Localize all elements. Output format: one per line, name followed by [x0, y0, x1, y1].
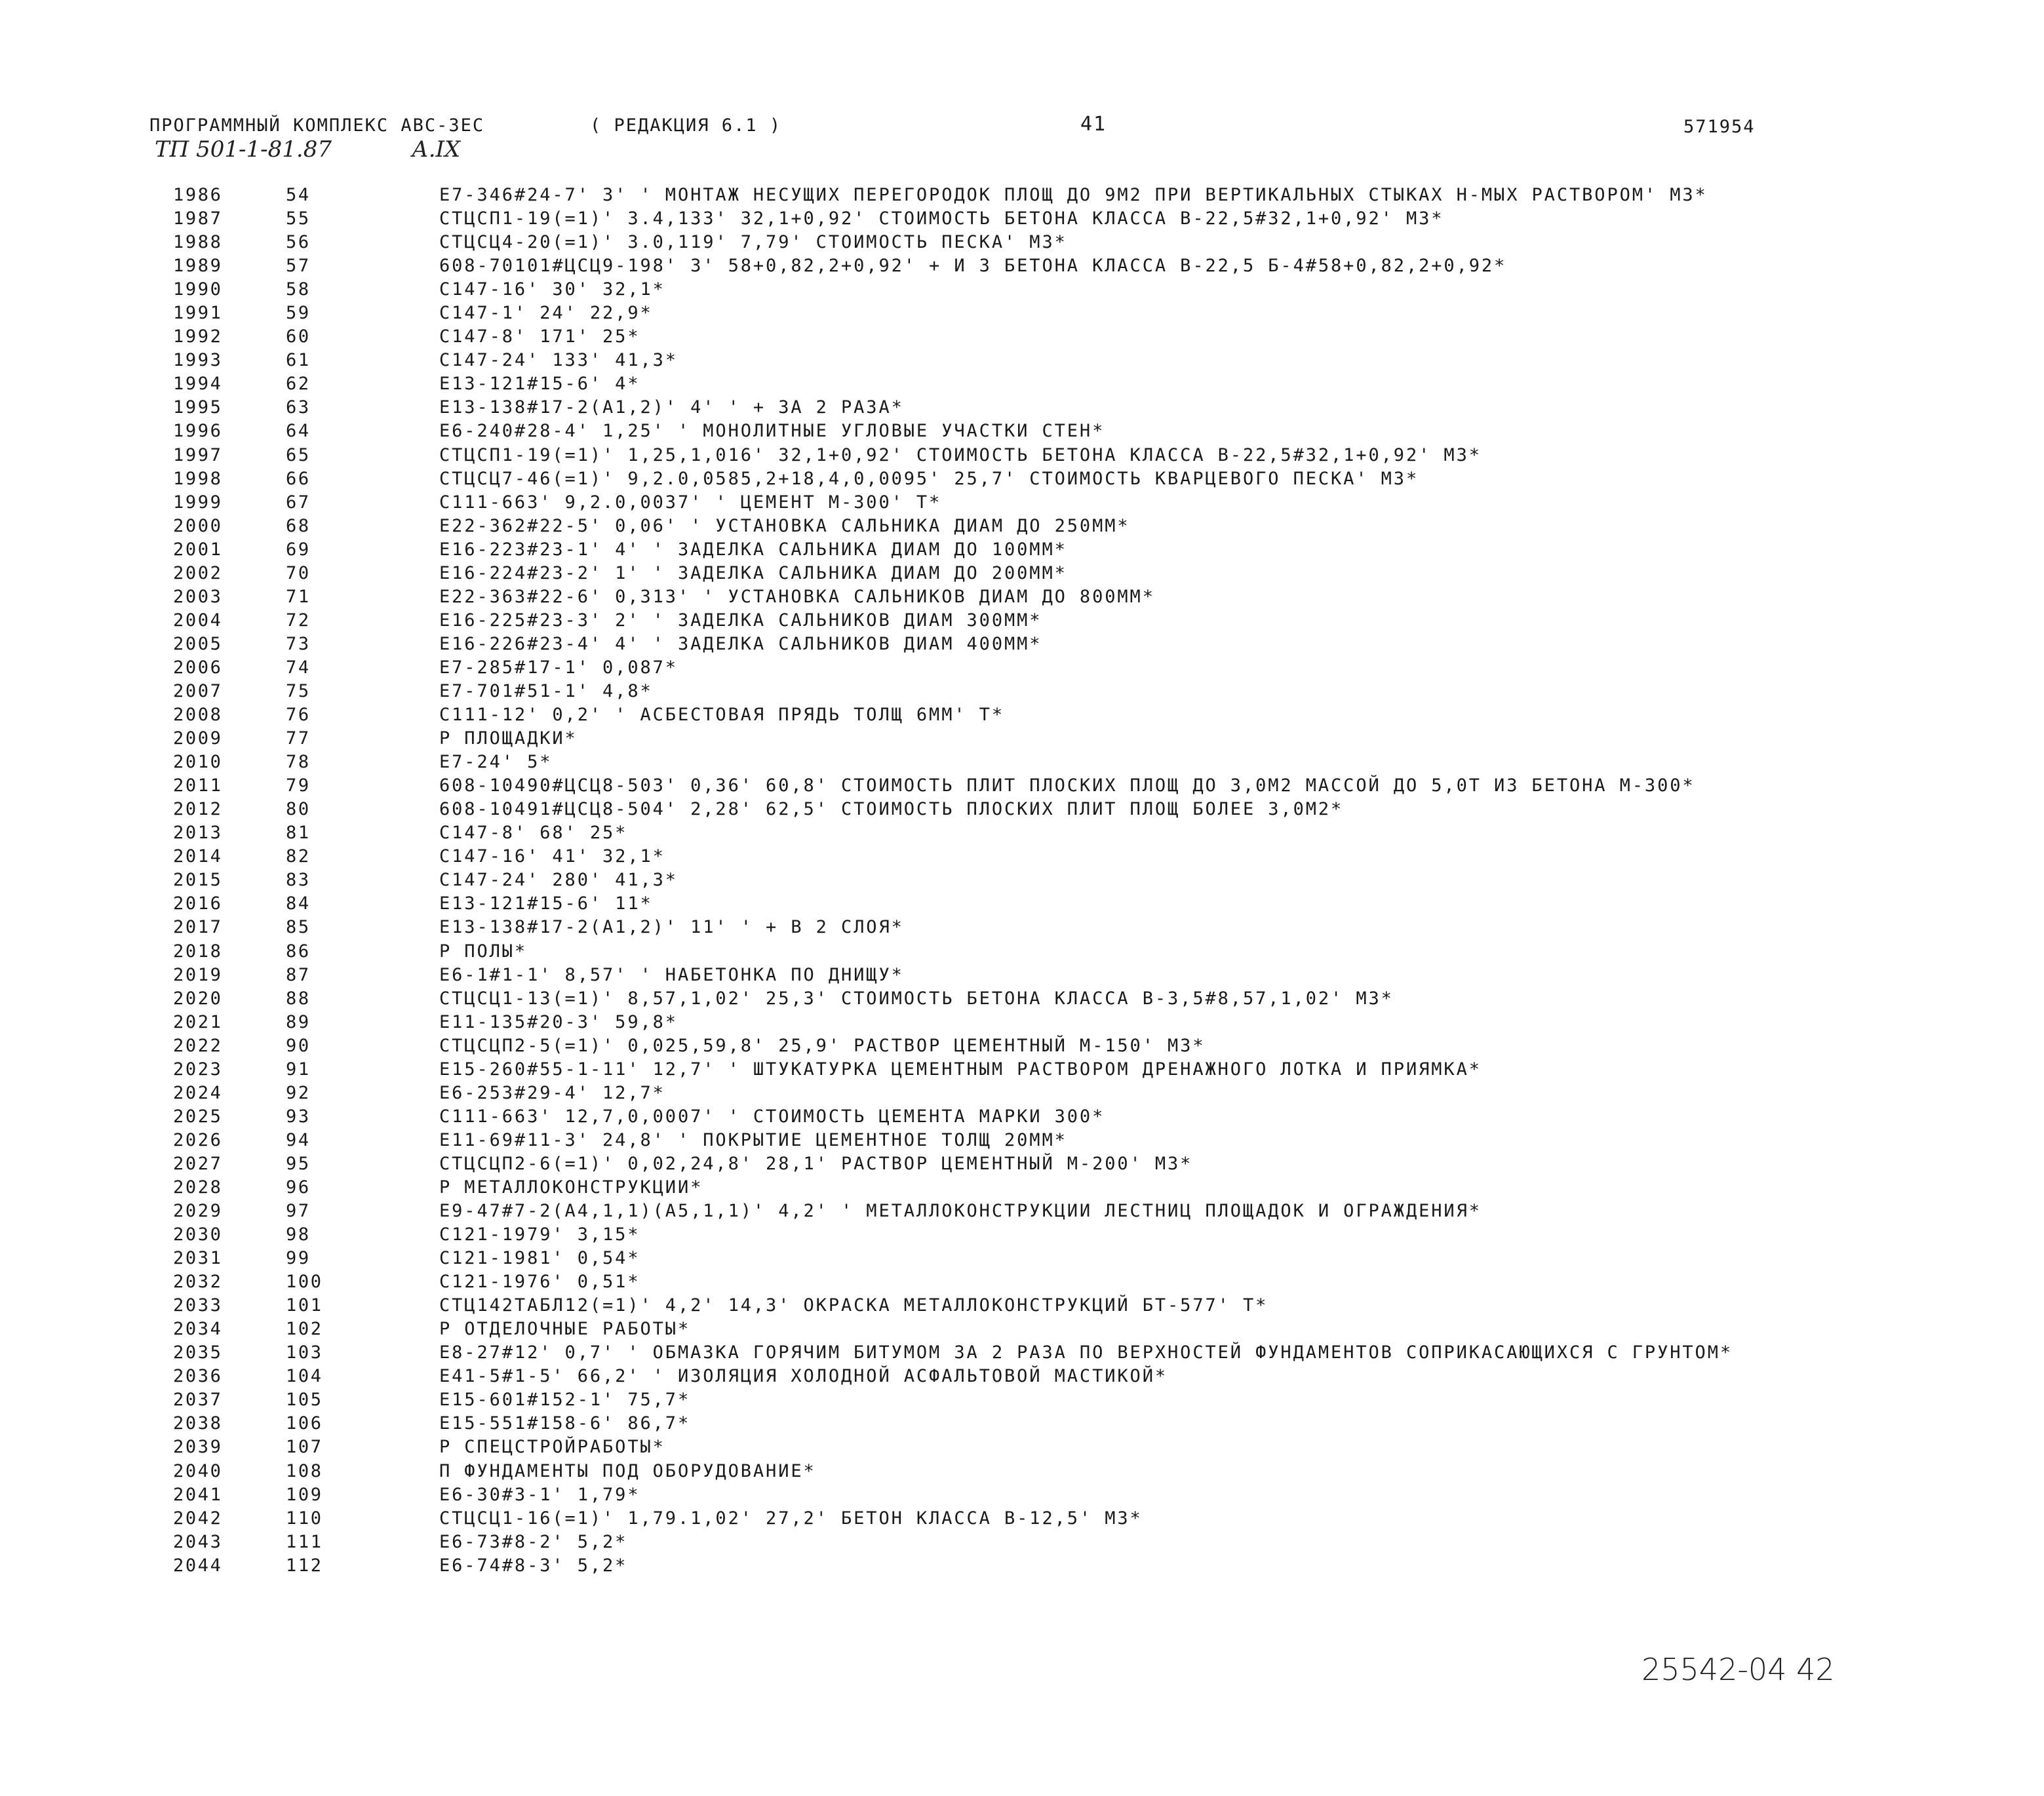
row-item-number: 70 — [286, 562, 311, 583]
row-sequence-number: 1998 — [173, 468, 223, 489]
row-sequence-number: 2025 — [173, 1106, 223, 1127]
listing-row — [0, 1082, 2044, 1105]
listing-row — [0, 1223, 2044, 1247]
listing-row — [0, 1507, 2044, 1531]
row-item-number: 92 — [286, 1082, 311, 1103]
listing-row — [0, 869, 2044, 892]
row-item-number: 73 — [286, 633, 311, 654]
row-sequence-number: 2012 — [173, 799, 223, 820]
row-entry-text: С147-1' 24' 22,9* — [439, 303, 653, 324]
row-sequence-number: 2018 — [173, 941, 223, 962]
row-entry-text: С147-24' 133' 41,3* — [439, 350, 678, 371]
listing-row — [0, 396, 2044, 420]
listing-row — [0, 372, 2044, 396]
row-entry-text: С147-16' 30' 32,1* — [439, 279, 665, 300]
row-entry-text: СТЦ142ТАБЛ12(=1)' 4,2' 14,3' ОКРАСКА МЕТАЛЛОКОНСТРУКЦИЙ БТ-577' Т* — [439, 1295, 1268, 1316]
row-sequence-number: 2021 — [173, 1011, 223, 1032]
row-entry-text: Е15-551#158-6' 86,7* — [439, 1413, 691, 1434]
row-sequence-number: 2034 — [173, 1319, 223, 1340]
row-item-number: 56 — [286, 232, 311, 253]
row-sequence-number: 1986 — [173, 185, 223, 205]
listing-row — [0, 491, 2044, 515]
row-item-number: 83 — [286, 870, 311, 891]
row-sequence-number: 2013 — [173, 823, 223, 844]
listing-row — [0, 609, 2044, 633]
row-item-number: 60 — [286, 326, 311, 347]
row-item-number: 79 — [286, 775, 311, 796]
row-entry-text: С147-24' 280' 41,3* — [439, 870, 678, 891]
row-item-number: 63 — [286, 397, 311, 418]
row-item-number: 84 — [286, 893, 311, 914]
program-title: ПРОГРАММНЫЙ КОМПЛЕКС АВС-3ЕС — [149, 115, 485, 136]
listing-row — [0, 1460, 2044, 1483]
row-sequence-number: 2009 — [173, 728, 223, 749]
row-item-number: 64 — [286, 421, 311, 442]
row-item-number: 71 — [286, 586, 311, 607]
row-entry-text: Е6-74#8-3' 5,2* — [439, 1555, 628, 1576]
row-item-number: 55 — [286, 208, 311, 229]
listing-row — [0, 845, 2044, 869]
row-entry-text: Е8-27#12' 0,7' ' ОБМАЗКА ГОРЯЧИМ БИТУМОМ ЗА 2 РАЗА ПО ВЕРХНОСТЕЙ ФУНДАМЕНТОВ СОПРИКАСАЮЩИХСЯ С ГРУНТОМ* — [439, 1342, 1733, 1363]
row-sequence-number: 2004 — [173, 610, 223, 631]
row-item-number: 110 — [286, 1508, 323, 1529]
row-sequence-number: 2005 — [173, 633, 223, 654]
row-item-number: 68 — [286, 515, 311, 536]
row-item-number: 100 — [286, 1272, 323, 1293]
row-entry-text: С121-1979' 3,15* — [439, 1224, 640, 1245]
row-entry-text: Е7-24' 5* — [439, 752, 553, 773]
listing-row — [0, 207, 2044, 231]
listing-row — [0, 325, 2044, 349]
listing-row — [0, 798, 2044, 821]
row-entry-text: Е13-138#17-2(А1,2)' 4' ' + ЗА 2 РАЗА* — [439, 397, 904, 418]
row-item-number: 57 — [286, 256, 311, 277]
listing-row — [0, 1034, 2044, 1058]
row-entry-text: Е7-701#51-1' 4,8* — [439, 680, 653, 701]
row-sequence-number: 1990 — [173, 279, 223, 300]
row-item-number: 80 — [286, 799, 311, 820]
row-sequence-number: 2043 — [173, 1531, 223, 1552]
row-item-number: 94 — [286, 1129, 311, 1150]
row-item-number: 105 — [286, 1390, 323, 1411]
listing-row — [0, 1058, 2044, 1082]
row-sequence-number: 2031 — [173, 1248, 223, 1269]
row-sequence-number: 2041 — [173, 1484, 223, 1505]
row-item-number: 95 — [286, 1153, 311, 1174]
row-sequence-number: 2042 — [173, 1508, 223, 1529]
row-sequence-number: 2008 — [173, 705, 223, 726]
row-sequence-number: 1992 — [173, 326, 223, 347]
row-sequence-number: 2016 — [173, 893, 223, 914]
row-entry-text: Е16-225#23-3' 2' ' ЗАДЕЛКА САЛЬНИКОВ ДИАМ 300ММ* — [439, 610, 1042, 631]
row-sequence-number: 2024 — [173, 1082, 223, 1103]
listing-row — [0, 987, 2044, 1011]
row-sequence-number: 2027 — [173, 1153, 223, 1174]
row-item-number: 102 — [286, 1319, 323, 1340]
row-item-number: 72 — [286, 610, 311, 631]
handwritten-album: А.IX — [412, 136, 461, 163]
row-sequence-number: 2011 — [173, 775, 223, 796]
listing-row — [0, 302, 2044, 325]
page-number: 41 — [1080, 113, 1107, 136]
listing-row — [0, 184, 2044, 207]
row-entry-text: 608-10490#ЦСЦ8-503' 0,36' 60,8' СТОИМОСТЬ ПЛИТ ПЛОСКИХ ПЛОЩ ДО 3,0М2 МАССОЙ ДО 5,0Т ИЗ БЕТОНА М-300* — [439, 775, 1695, 796]
row-sequence-number: 2014 — [173, 846, 223, 867]
row-entry-text: Р МЕТАЛЛОКОНСТРУКЦИИ* — [439, 1177, 703, 1198]
row-entry-text: 608-10491#ЦСЦ8-504' 2,28' 62,5' СТОИМОСТЬ ПЛОСКИХ ПЛИТ ПЛОЩ БОЛЕЕ 3,0М2* — [439, 799, 1344, 820]
listing-row — [0, 1318, 2044, 1341]
row-sequence-number: 1988 — [173, 232, 223, 253]
row-item-number: 77 — [286, 728, 311, 749]
listing-row — [0, 231, 2044, 254]
row-entry-text: Е16-224#23-2' 1' ' ЗАДЕЛКА САЛЬНИКА ДИАМ ДО 200ММ* — [439, 562, 1067, 583]
listing-row — [0, 1412, 2044, 1435]
row-entry-text: С111-12' 0,2' ' АСБЕСТОВАЯ ПРЯДЬ ТОЛЩ 6ММ' Т* — [439, 705, 1004, 726]
row-entry-text: Е16-226#23-4' 4' ' ЗАДЕЛКА САЛЬНИКОВ ДИАМ 400ММ* — [439, 633, 1042, 654]
row-sequence-number: 2037 — [173, 1390, 223, 1411]
listing-row — [0, 1341, 2044, 1365]
listing-row — [0, 1176, 2044, 1200]
row-sequence-number: 2020 — [173, 988, 223, 1009]
row-entry-text: 608-70101#ЦСЦ9-198' 3' 58+0,82,2+0,92' + И 3 БЕТОНА КЛАССА В-22,5 Б-4#58+0,82,2+0,92* — [439, 256, 1507, 277]
row-item-number: 101 — [286, 1295, 323, 1316]
row-item-number: 112 — [286, 1555, 323, 1576]
row-entry-text: Р ОТДЕЛОЧНЫЕ РАБОТЫ* — [439, 1319, 691, 1340]
row-sequence-number: 1997 — [173, 444, 223, 465]
row-entry-text: Е11-135#20-3' 59,8* — [439, 1011, 678, 1032]
row-sequence-number: 2028 — [173, 1177, 223, 1198]
listing-row — [0, 1105, 2044, 1129]
listing-row — [0, 940, 2044, 964]
row-sequence-number: 2006 — [173, 657, 223, 678]
row-item-number: 85 — [286, 917, 311, 938]
row-item-number: 76 — [286, 705, 311, 726]
row-entry-text: Е6-253#29-4' 12,7* — [439, 1082, 665, 1103]
row-sequence-number: 2000 — [173, 515, 223, 536]
row-entry-text: Е41-5#1-5' 66,2' ' ИЗОЛЯЦИЯ ХОЛОДНОЙ АСФАЛЬТОВОЙ МАСТИКОЙ* — [439, 1366, 1168, 1387]
row-sequence-number: 1987 — [173, 208, 223, 229]
row-sequence-number: 2026 — [173, 1129, 223, 1150]
listing-row — [0, 538, 2044, 562]
row-entry-text: СТЦСЦ1-16(=1)' 1,79.1,02' 27,2' БЕТОН КЛАССА В-12,5' М3* — [439, 1508, 1143, 1529]
row-sequence-number: 1995 — [173, 397, 223, 418]
row-entry-text: СТЦСП1-19(=1)' 1,25,1,016' 32,1+0,92' СТОИМОСТЬ БЕТОНА КЛАССА В-22,5#32,1+0,92' М3* — [439, 444, 1482, 465]
row-item-number: 86 — [286, 941, 311, 962]
listing-row — [0, 964, 2044, 987]
listing-row — [0, 1200, 2044, 1223]
row-item-number: 75 — [286, 680, 311, 701]
row-item-number: 87 — [286, 964, 311, 985]
row-sequence-number: 2039 — [173, 1437, 223, 1458]
row-sequence-number: 1999 — [173, 492, 223, 513]
row-item-number: 89 — [286, 1011, 311, 1032]
row-sequence-number: 2017 — [173, 917, 223, 938]
row-entry-text: Е6-73#8-2' 5,2* — [439, 1531, 628, 1552]
row-entry-text: Е11-69#11-3' 24,8' ' ПОКРЫТИЕ ЦЕМЕНТНОЕ ТОЛЩ 20ММ* — [439, 1129, 1067, 1150]
row-item-number: 74 — [286, 657, 311, 678]
listing-row — [0, 656, 2044, 680]
row-sequence-number: 2038 — [173, 1413, 223, 1434]
row-item-number: 59 — [286, 303, 311, 324]
listing-row — [0, 1531, 2044, 1554]
row-sequence-number: 2003 — [173, 586, 223, 607]
row-item-number: 99 — [286, 1248, 311, 1269]
listing-row — [0, 1270, 2044, 1294]
row-sequence-number: 1989 — [173, 256, 223, 277]
listing-row — [0, 1011, 2044, 1034]
row-entry-text: Е15-601#152-1' 75,7* — [439, 1390, 691, 1411]
listing-row — [0, 821, 2044, 845]
row-sequence-number: 2044 — [173, 1555, 223, 1576]
listing-row — [0, 254, 2044, 278]
listing-row — [0, 751, 2044, 774]
row-item-number: 82 — [286, 846, 311, 867]
row-item-number: 58 — [286, 279, 311, 300]
row-sequence-number: 2007 — [173, 680, 223, 701]
edition-label: ( РЕДАКЦИЯ 6.1 ) — [590, 115, 782, 136]
row-item-number: 61 — [286, 350, 311, 371]
row-sequence-number: 2029 — [173, 1201, 223, 1222]
row-item-number: 98 — [286, 1224, 311, 1245]
row-entry-text: Е9-47#7-2(А4,1,1)(А5,1,1)' 4,2' ' МЕТАЛЛОКОНСТРУКЦИИ ЛЕСТНИЦ ПЛОЩАДОК И ОГРАЖДЕНИЯ* — [439, 1201, 1482, 1222]
row-entry-text: Е13-138#17-2(А1,2)' 11' ' + В 2 СЛОЯ* — [439, 917, 904, 938]
row-sequence-number: 1996 — [173, 421, 223, 442]
row-sequence-number: 2023 — [173, 1059, 223, 1080]
row-entry-text: П ФУНДАМЕНТЫ ПОД ОБОРУДОВАНИЕ* — [439, 1460, 816, 1481]
row-entry-text: Р СПЕЦСТРОЙРАБОТЫ* — [439, 1437, 665, 1458]
row-item-number: 81 — [286, 823, 311, 844]
row-sequence-number: 2035 — [173, 1342, 223, 1363]
row-item-number: 78 — [286, 752, 311, 773]
row-item-number: 67 — [286, 492, 311, 513]
row-item-number: 96 — [286, 1177, 311, 1198]
row-entry-text: Е13-121#15-6' 4* — [439, 374, 640, 395]
document-code: 571954 — [1683, 117, 1756, 137]
listing-row — [0, 1294, 2044, 1318]
row-item-number: 91 — [286, 1059, 311, 1080]
row-sequence-number: 1991 — [173, 303, 223, 324]
row-item-number: 69 — [286, 539, 311, 560]
row-entry-text: Р ПОЛЫ* — [439, 941, 528, 962]
row-entry-text: Р ПЛОЩАДКИ* — [439, 728, 578, 749]
row-entry-text: Е22-362#22-5' 0,06' ' УСТАНОВКА САЛЬНИКА ДИАМ ДО 250ММ* — [439, 515, 1130, 536]
listing-row — [0, 420, 2044, 443]
listing-row — [0, 633, 2044, 656]
handwritten-footer-mark: 25542-04 42 — [1641, 1652, 1835, 1687]
row-entry-text: С121-1981' 0,54* — [439, 1248, 640, 1269]
row-entry-text: СТЦСЦ1-13(=1)' 8,57,1,02' 25,3' СТОИМОСТЬ БЕТОНА КЛАССА В-3,5#8,57,1,02' М3* — [439, 988, 1394, 1009]
row-entry-text: С147-8' 68' 25* — [439, 823, 628, 844]
row-item-number: 93 — [286, 1106, 311, 1127]
row-sequence-number: 2030 — [173, 1224, 223, 1245]
row-sequence-number: 2032 — [173, 1272, 223, 1293]
row-entry-text: Е16-223#23-1' 4' ' ЗАДЕЛКА САЛЬНИКА ДИАМ ДО 100ММ* — [439, 539, 1067, 560]
listing-row — [0, 892, 2044, 916]
listing-row — [0, 467, 2044, 491]
row-entry-text: Е7-285#17-1' 0,087* — [439, 657, 678, 678]
listing-row — [0, 727, 2044, 751]
row-entry-text: СТЦСЦП2-5(=1)' 0,025,59,8' 25,9' РАСТВОР ЦЕМЕНТНЫЙ М-150' М3* — [439, 1035, 1206, 1056]
row-item-number: 107 — [286, 1437, 323, 1458]
row-item-number: 62 — [286, 374, 311, 395]
listing-row — [0, 585, 2044, 609]
listing-row — [0, 1129, 2044, 1152]
row-entry-text: СТЦСП1-19(=1)' 3.4,133' 32,1+0,92' СТОИМОСТЬ БЕТОНА КЛАССА В-22,5#32,1+0,92' М3* — [439, 208, 1444, 229]
row-item-number: 109 — [286, 1484, 323, 1505]
row-sequence-number: 2015 — [173, 870, 223, 891]
listing-row — [0, 1247, 2044, 1270]
listing-row — [0, 774, 2044, 798]
row-item-number: 66 — [286, 468, 311, 489]
listing-row — [0, 1483, 2044, 1507]
handwritten-project-ref: ТП 501-1-81.87 — [155, 136, 332, 163]
row-item-number: 90 — [286, 1035, 311, 1056]
row-entry-text: Е15-260#55-1-11' 12,7' ' ШТУКАТУРКА ЦЕМЕНТНЫМ РАСТВОРОМ ДРЕНАЖНОГО ЛОТКА И ПРИЯМКА* — [439, 1059, 1482, 1080]
row-item-number: 88 — [286, 988, 311, 1009]
listing-row — [0, 680, 2044, 703]
row-sequence-number: 2002 — [173, 562, 223, 583]
row-entry-text: С147-8' 171' 25* — [439, 326, 640, 347]
row-item-number: 54 — [286, 185, 311, 205]
row-sequence-number: 2036 — [173, 1366, 223, 1387]
row-entry-text: СТЦСЦП2-6(=1)' 0,02,24,8' 28,1' РАСТВОР ЦЕМЕНТНЫЙ М-200' М3* — [439, 1153, 1193, 1174]
row-sequence-number: 1994 — [173, 374, 223, 395]
row-entry-text: Е22-363#22-6' 0,313' ' УСТАНОВКА САЛЬНИКОВ ДИАМ ДО 800ММ* — [439, 586, 1155, 607]
row-entry-text: Е6-240#28-4' 1,25' ' МОНОЛИТНЫЕ УГЛОВЫЕ УЧАСТКИ СТЕН* — [439, 421, 1105, 442]
row-sequence-number: 2001 — [173, 539, 223, 560]
row-entry-text: Е13-121#15-6' 11* — [439, 893, 653, 914]
row-sequence-number: 2040 — [173, 1460, 223, 1481]
listing-row — [0, 1435, 2044, 1459]
listing-row — [0, 1152, 2044, 1176]
row-entry-text: С111-663' 12,7,0,0007' ' СТОИМОСТЬ ЦЕМЕНТА МАРКИ 300* — [439, 1106, 1105, 1127]
row-sequence-number: 2022 — [173, 1035, 223, 1056]
row-sequence-number: 2019 — [173, 964, 223, 985]
listing-row — [0, 278, 2044, 302]
listing-row — [0, 916, 2044, 939]
row-entry-text: СТЦСЦ4-20(=1)' 3.0,119' 7,79' СТОИМОСТЬ ПЕСКА' М3* — [439, 232, 1067, 253]
row-item-number: 111 — [286, 1531, 323, 1552]
row-item-number: 108 — [286, 1460, 323, 1481]
listing-row — [0, 515, 2044, 538]
listing-row — [0, 562, 2044, 585]
listing-row — [0, 1365, 2044, 1388]
row-sequence-number: 1993 — [173, 350, 223, 371]
row-item-number: 104 — [286, 1366, 323, 1387]
row-sequence-number: 2010 — [173, 752, 223, 773]
listing-row — [0, 1388, 2044, 1412]
row-entry-text: СТЦСЦ7-46(=1)' 9,2.0,0585,2+18,4,0,0095' 25,7' СТОИМОСТЬ КВАРЦЕВОГО ПЕСКА' М3* — [439, 468, 1419, 489]
row-entry-text: Е6-30#3-1' 1,79* — [439, 1484, 640, 1505]
row-item-number: 97 — [286, 1201, 311, 1222]
row-item-number: 65 — [286, 444, 311, 465]
estimate-listing — [0, 184, 2044, 1578]
row-item-number: 103 — [286, 1342, 323, 1363]
listing-row — [0, 349, 2044, 372]
row-sequence-number: 2033 — [173, 1295, 223, 1316]
row-entry-text: С121-1976' 0,51* — [439, 1272, 640, 1293]
listing-row — [0, 1554, 2044, 1578]
listing-row — [0, 444, 2044, 467]
row-entry-text: Е7-346#24-7' 3' ' МОНТАЖ НЕСУЩИХ ПЕРЕГОРОДОК ПЛОЩ ДО 9М2 ПРИ ВЕРТИКАЛЬНЫХ СТЫКАХ Н-МЫХ РАСТВОРОМ' М3* — [439, 185, 1708, 205]
row-entry-text: С111-663' 9,2.0,0037' ' ЦЕМЕНТ М-300' Т* — [439, 492, 942, 513]
row-item-number: 106 — [286, 1413, 323, 1434]
row-entry-text: Е6-1#1-1' 8,57' ' НАБЕТОНКА ПО ДНИЩУ* — [439, 964, 904, 985]
listing-row — [0, 703, 2044, 727]
row-entry-text: С147-16' 41' 32,1* — [439, 846, 665, 867]
